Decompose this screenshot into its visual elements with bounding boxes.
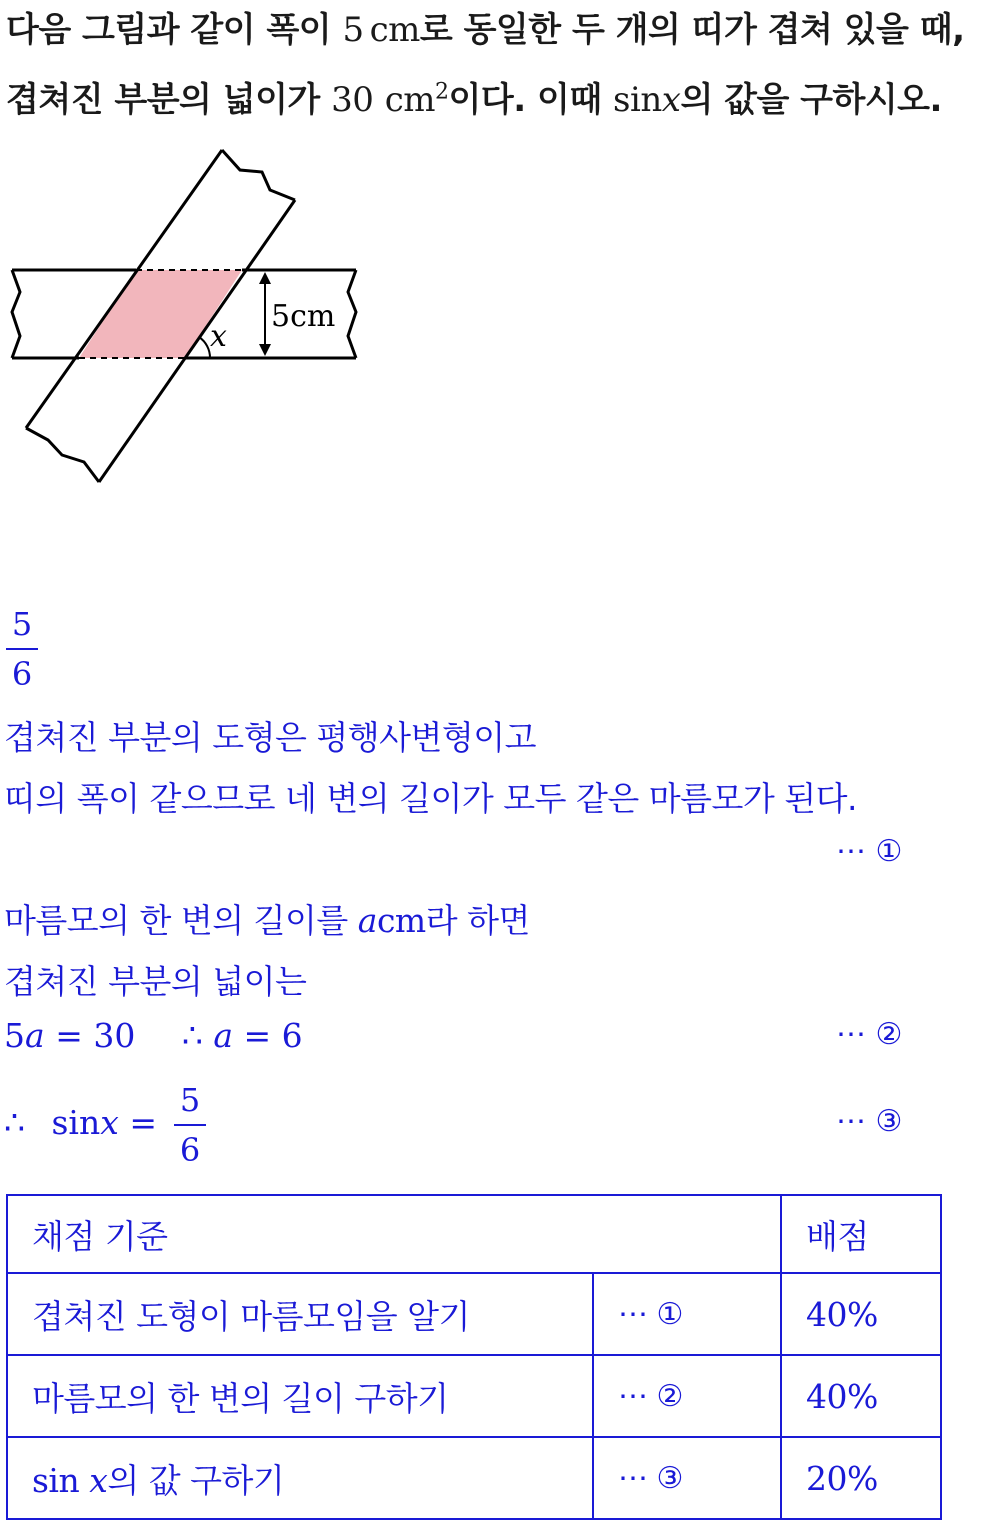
answer-numerator: 5 xyxy=(11,605,33,643)
variable-x: x xyxy=(100,1103,119,1142)
angle-label: x xyxy=(210,319,227,354)
equation-1 xyxy=(4,1016,303,1055)
rubric-criteria: 마름모의 한 변의 길이 구하기 xyxy=(7,1355,593,1437)
question-line-1 xyxy=(6,2,964,51)
question-text: 로 동일한 두 개의 띠가 겹쳐 있을 때, xyxy=(419,10,965,50)
question-text: 의 값을 구하시오. xyxy=(680,80,942,120)
step-marker-2: ⋯ ② xyxy=(836,1017,903,1052)
rubric-row xyxy=(7,1273,941,1355)
solution-line-4: 겹쳐진 부분의 넓이는 xyxy=(4,962,307,1001)
arrow-head-up xyxy=(259,272,271,284)
rubric-marker: ⋯ ① xyxy=(593,1273,781,1355)
solution-line-3 xyxy=(4,895,530,942)
question-text: 겹쳐진 부분의 넓이가 xyxy=(6,80,320,120)
fraction-bar xyxy=(174,1124,206,1126)
angle-arc xyxy=(199,337,210,358)
width-value: 5 xyxy=(342,10,364,50)
rubric-criteria xyxy=(7,1437,593,1519)
equation-rhs: = 30 xyxy=(55,1016,136,1055)
variable-x: x xyxy=(661,80,681,120)
step-marker-1: ⋯ ① xyxy=(836,834,903,869)
variable-a: a xyxy=(25,1016,45,1055)
sin-numerator: 5 xyxy=(179,1081,201,1119)
rubric-marker: ⋯ ③ xyxy=(593,1437,781,1519)
area-exponent: 2 xyxy=(435,79,449,105)
step-marker-3: ⋯ ③ xyxy=(836,1104,903,1139)
equation-2 xyxy=(4,1103,157,1142)
rubric-criteria: 겹쳐진 도형이 마름모임을 알기 xyxy=(7,1273,593,1355)
solution-line-2: 띠의 폭이 같으므로 네 변의 길이가 모두 같은 마름모가 된다. xyxy=(4,779,857,818)
arrow-head-down xyxy=(259,344,271,356)
variable-a: a xyxy=(213,1016,234,1055)
answer-denominator: 6 xyxy=(11,655,33,693)
coefficient: 5 xyxy=(4,1016,25,1055)
therefore-symbol: ∴ xyxy=(181,1016,203,1055)
header-criteria: 채점 기준 xyxy=(7,1195,781,1273)
question-text: 이다. 이때 xyxy=(448,80,602,120)
answer-fraction xyxy=(6,604,38,694)
rubric-points: 20% xyxy=(781,1437,941,1519)
scoring-rubric-table xyxy=(6,1194,942,1520)
equation-rhs: = 6 xyxy=(243,1016,303,1055)
sin-function: sin xyxy=(613,80,662,120)
variable-a: a xyxy=(357,901,377,940)
therefore-symbol: ∴ xyxy=(4,1103,25,1142)
rubric-marker: ⋯ ② xyxy=(593,1355,781,1437)
variable-x: x xyxy=(89,1460,108,1500)
solution-text: 마름모의 한 변의 길이를 xyxy=(4,901,348,940)
strip-left-torn-edge xyxy=(12,270,20,358)
diagonal-strip-top-torn-edge xyxy=(222,150,295,200)
area-unit: cm xyxy=(384,80,436,120)
equals-sign: = xyxy=(129,1103,158,1142)
sin-fraction xyxy=(174,1080,206,1170)
sin-denominator: 6 xyxy=(179,1131,201,1169)
solution-text: 라 하면 xyxy=(425,901,530,940)
sin-function: sin xyxy=(32,1460,80,1500)
solution-line-1: 겹쳐진 부분의 도형은 평행사변형이고 xyxy=(4,718,537,757)
area-value: 30 xyxy=(331,80,374,120)
overlapping-strips-figure xyxy=(0,140,380,500)
question-line-2 xyxy=(6,72,942,121)
strip-right-torn-edge xyxy=(348,270,356,358)
width-unit: cm xyxy=(369,10,420,50)
unit-cm: cm xyxy=(376,901,426,940)
rubric-criteria-text: 의 값 구하기 xyxy=(107,1460,285,1500)
diagonal-strip-bottom-torn-edge xyxy=(26,428,99,482)
fraction-bar xyxy=(6,648,38,650)
question-text: 다음 그림과 같이 폭이 xyxy=(6,10,332,50)
rubric-points: 40% xyxy=(781,1355,941,1437)
rubric-row xyxy=(7,1355,941,1437)
rubric-points: 40% xyxy=(781,1273,941,1355)
rubric-row xyxy=(7,1437,941,1519)
sin-function: sin xyxy=(51,1103,101,1142)
width-label: 5cm xyxy=(271,299,336,334)
header-points: 배점 xyxy=(781,1195,941,1273)
rubric-header-row xyxy=(7,1195,941,1273)
